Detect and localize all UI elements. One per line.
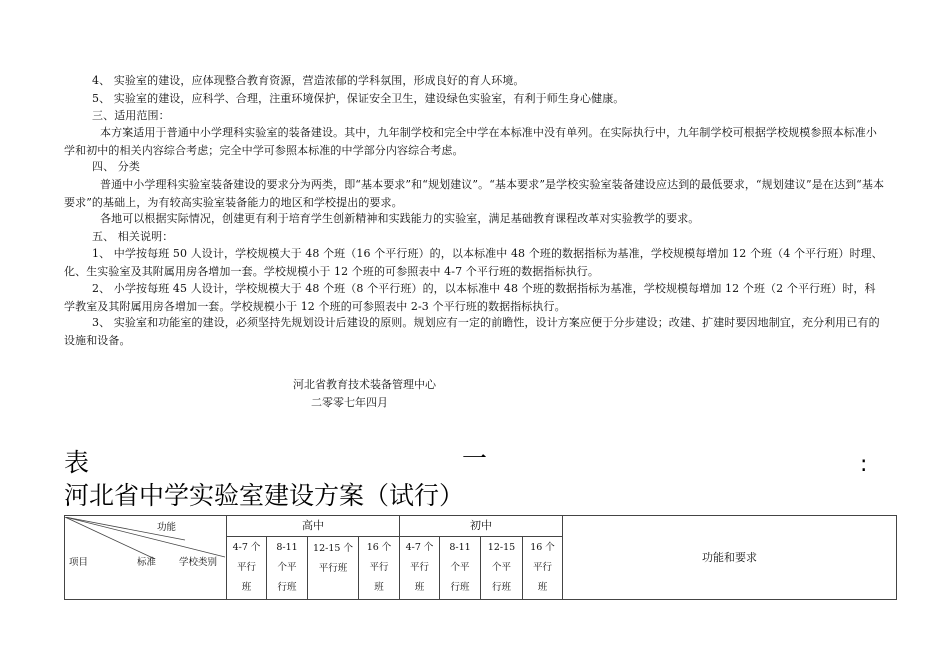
header-high-4-7 (227, 537, 267, 600)
header-line: 班 (537, 582, 548, 593)
header-line: 个平 (450, 562, 470, 573)
header-line: 12-15 (487, 542, 516, 553)
header-line: 班 (414, 582, 425, 593)
header-line: 行班 (277, 582, 297, 593)
diagonal-label-standard: 标准 (137, 557, 157, 568)
header-middle-8-11 (440, 537, 481, 600)
header-line: 行班 (491, 582, 511, 593)
header-middle-16 (523, 537, 563, 600)
header-line: 班 (374, 582, 384, 593)
paragraph-note-1: 1、 中学按每班 50 人设计，学校规模大于 48 个班（16 个平行班）的，以本标准中 48 个班的数据指标为基准，学校规模每增加 12 个班（4 个平行班）时理、化、生实验室及其附属用房各增加一套。学校规模小于 12 个班的可参照表中 4-7 个平行班的数据指标执行。 (64, 247, 883, 278)
header-line: 平行 (409, 562, 429, 573)
header-line: 平行 (532, 562, 552, 573)
diagonal-label-function: 功能 (157, 522, 177, 533)
header-line: 8-11 (276, 542, 298, 553)
header-high-12-15 (308, 537, 359, 600)
header-line: 12-15 个 (313, 543, 353, 554)
section-heading-scope: 三、适用范围： (92, 109, 170, 122)
header-line: 4-7 个 (405, 542, 434, 553)
paragraph-category-2: 各地可以根据实际情况，创建更有利于培育学生创新精神和实践能力的实验室，满足基础教育课程改革对实验教学的要求。 (100, 212, 700, 225)
paragraph-item-5: 5、 实验室的建设，应科学、合理，注重环境保护，保证安全卫生，建设绿色实验室，有利于师生身心健康。 (92, 92, 625, 105)
header-line: 4-7 个 (232, 542, 261, 553)
header-line: 16 个 (530, 542, 555, 553)
header-high-16 (359, 537, 400, 600)
table-label-colon: : (860, 452, 868, 477)
diagonal-header-cell (65, 516, 227, 600)
diagonal-label-school-type: 学校类别 (179, 557, 218, 568)
signature-organization: 河北省教育技术装备管理中心 (293, 378, 436, 391)
paragraph-category-1: 普通中小学理科实验室装备建设的要求分为两类，即“基本要求”和“规划建议”。“基本要求”是学校实验室装备建设应达到的最低要求，“规划建议”是在达到“基本要求”的基础上，为有较高实验室装备能力的地区和学校提出的要求。 (64, 178, 885, 209)
section-heading-category: 四、 分类 (92, 160, 140, 173)
header-high-8-11 (267, 537, 308, 600)
header-function-requirements: 功能和要求 (563, 516, 897, 600)
header-middle-12-15 (481, 537, 523, 600)
header-line: 平行 (236, 562, 256, 573)
construction-plan-table (64, 515, 897, 600)
header-line: 平行 (369, 562, 389, 573)
header-line: 个平 (491, 562, 511, 573)
signature-date: 二零零七年四月 (311, 396, 388, 409)
paragraph-scope: 本方案适用于普通中小学理科实验室的装备建设。其中，九年制学校和完全中学在本标准中没有单列。在实际执行中，九年制学校可根据学校规模参照本标准小学和初中的相关内容综合考虑；完全中学可参照本标准的中学部分内容综合考虑。 (64, 126, 877, 157)
header-line: 16 个 (366, 542, 392, 553)
paragraph-item-4: 4、 实验室的建设，应体现整合教育资源，营造浓郁的学科氛围，形成良好的育人环境。 (92, 74, 525, 87)
header-line: 平行班 (318, 563, 348, 574)
header-line: 8-11 (449, 542, 471, 553)
header-middle-4-7 (400, 537, 440, 600)
table-title: 河北省中学实验室建设方案（试行） (64, 481, 465, 510)
header-line: 个平 (277, 562, 297, 573)
header-line: 行班 (450, 582, 470, 593)
table-label: 表 (64, 448, 90, 477)
table-number: 一 (462, 444, 488, 473)
header-line: 班 (241, 582, 252, 593)
section-heading-notes: 五、 相关说明： (92, 230, 174, 243)
paragraph-note-2: 2、 小学按每班 45 人设计，学校规模大于 48 个班（8 个平行班）的，以本标准中 48 个班的数据指标为基准，学校规模每增加 12 个班（2 个平行班）时，科学教室及其附属用房各增加一套。学校规模小于 12 个班的可参照表中 2-3 个平行班的数据指标执行。 (64, 282, 876, 313)
header-group-high-school: 高中 (227, 516, 400, 537)
diagonal-label-item: 项目 (69, 557, 89, 568)
paragraph-note-3: 3、 实验室和功能室的建设，必须坚持先规划设计后建设的原则。规划应有一定的前瞻性，设计方案应便于分步建设；改建、扩建时要因地制宜，充分利用已有的设施和设备。 (64, 316, 880, 347)
header-group-middle-school: 初中 (400, 516, 563, 537)
